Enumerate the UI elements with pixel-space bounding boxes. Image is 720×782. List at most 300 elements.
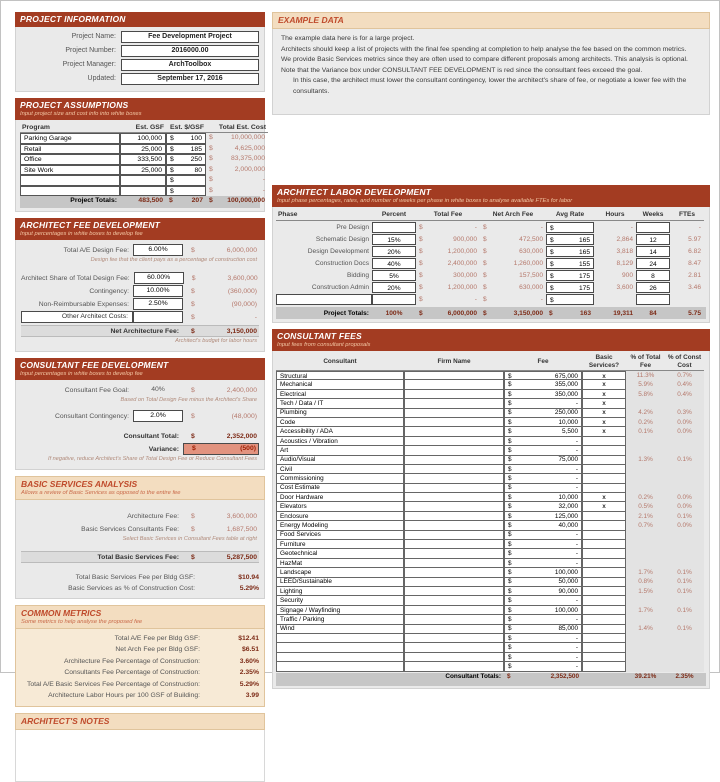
amount-value: 6,000,000 (226, 246, 257, 254)
currency-symbol: $ (419, 284, 423, 291)
program-input[interactable]: Site Work (20, 165, 120, 176)
fee-input[interactable] (504, 418, 582, 427)
fee-input[interactable] (504, 578, 582, 587)
consultant-name-input[interactable]: Mechanical (276, 380, 404, 389)
fee-input[interactable] (504, 549, 582, 558)
col-header-weeks: Weeks (636, 210, 670, 221)
consultant-name-input[interactable]: Elevators (276, 502, 404, 511)
col-header-net-arch-fee: Net Arch Fee (480, 210, 546, 221)
field-label: Basic Services Consultants Fee: (81, 525, 179, 533)
value: 163 (579, 309, 591, 317)
total-basic-services-row (21, 551, 259, 563)
basic-services-checkbox[interactable] (582, 437, 626, 446)
percent-input[interactable] (372, 294, 416, 305)
consultant-fee-row (276, 568, 706, 577)
metric-value: $6.51 (241, 646, 259, 654)
percent-input[interactable]: 2.50% (133, 298, 183, 310)
consultant-name-input[interactable]: Code (276, 418, 404, 427)
consultant-name-input[interactable] (276, 662, 404, 671)
weeks-input[interactable] (636, 294, 670, 305)
consultant-name-input[interactable] (276, 643, 404, 652)
pct-of-total-fee-cell: 0.8% (626, 578, 665, 587)
pct-of-const-cost-cell: 0.1% (665, 512, 704, 521)
variance-value: (500) (240, 445, 256, 452)
pct-of-const-cost-cell: 0.3% (665, 409, 704, 418)
basic-services-checkbox[interactable] (582, 465, 626, 474)
program-input[interactable]: Office (20, 154, 120, 165)
weeks-input[interactable] (636, 222, 670, 233)
basic-services-checkbox[interactable] (582, 625, 626, 634)
firm-name-input[interactable] (404, 643, 504, 652)
consultant-name-input[interactable]: Art (276, 446, 404, 455)
currency-symbol: $ (191, 300, 195, 308)
consultant-name-input[interactable] (276, 634, 404, 643)
amount-cell (183, 288, 259, 295)
consultant-fee-row (276, 380, 706, 389)
basic-services-row (21, 510, 259, 522)
pct-of-const-cost-cell (665, 437, 704, 446)
project-info-value-input[interactable]: 2016000.00 (121, 45, 259, 57)
consultant-name-input[interactable]: Structural (276, 371, 404, 380)
basic-services-checkbox[interactable]: x (582, 427, 626, 436)
fee-input[interactable] (504, 427, 582, 436)
metric-label: Consultants Fee Percentage of Construction: (64, 669, 200, 677)
rate-input[interactable] (166, 175, 206, 186)
hours-cell: 3,600 (616, 284, 633, 291)
total-fee-value: 1,200,000 (447, 284, 477, 291)
percent-input[interactable]: 40% (372, 258, 416, 269)
amount-value: 2,352,000 (226, 432, 257, 440)
fee-input[interactable] (504, 512, 582, 521)
firm-name-input[interactable] (404, 634, 504, 643)
phase-label: Design Development (307, 248, 369, 255)
weeks-input[interactable]: 12 (636, 234, 670, 245)
currency-symbol: $ (550, 297, 554, 304)
firm-name-input[interactable] (404, 540, 504, 549)
rate-value: 175 (578, 285, 590, 292)
basic-services-checkbox[interactable]: x (582, 493, 626, 502)
fee-input[interactable] (504, 521, 582, 530)
consultant-name-input[interactable]: Tech / Data / IT (276, 399, 404, 408)
pct-of-const-cost-cell: 0.1% (665, 456, 704, 465)
fee-input[interactable] (504, 653, 582, 662)
basic-services-checkbox[interactable] (582, 662, 626, 671)
consultant-name-input[interactable]: Food Services (276, 531, 404, 540)
percent-input[interactable]: 60.00% (134, 272, 184, 284)
consultant-totals-fee (504, 673, 582, 682)
gsf-input[interactable] (120, 175, 166, 186)
section-architect-labor-development (272, 185, 710, 323)
fee-input[interactable] (504, 625, 582, 634)
total-ae-fee-pct-input[interactable]: 6.00% (133, 244, 183, 256)
consultant-name-input[interactable]: Civil (276, 465, 404, 474)
fee-input[interactable] (504, 568, 582, 577)
labor-row (276, 246, 706, 257)
section-consultant-fees (272, 329, 710, 689)
basic-services-checkbox[interactable] (582, 446, 626, 455)
firm-name-input[interactable] (404, 662, 504, 671)
fee-input[interactable] (504, 502, 582, 511)
consultant-name-input[interactable]: Accessibility / ADA (276, 427, 404, 436)
field-label: Consultant Contingency: (54, 412, 129, 420)
hours-cell: 900 (621, 272, 633, 279)
basic-services-checkbox[interactable] (582, 484, 626, 493)
firm-name-input[interactable] (404, 606, 504, 615)
currency-symbol: $ (419, 236, 423, 243)
currency-symbol: $ (191, 313, 195, 321)
firm-name-input[interactable] (404, 371, 504, 380)
example-data-line: Architects should keep a list of projects with the final fee spending at completion to help analyse the fee based on the common metrics. (281, 45, 687, 53)
left-column (15, 12, 266, 726)
basic-services-checkbox[interactable] (582, 653, 626, 662)
rate-input[interactable] (166, 154, 206, 165)
section-title: ARCHITECT'S NOTES (21, 716, 110, 726)
avg-rate-input[interactable] (546, 258, 594, 269)
consultant-name-input[interactable]: Traffic / Parking (276, 615, 404, 624)
firm-name-input[interactable] (404, 493, 504, 502)
fee-input[interactable] (504, 380, 582, 389)
ftes-cell: 8.47 (688, 260, 701, 267)
weeks-input[interactable]: 24 (636, 258, 670, 269)
basic-services-checkbox[interactable]: x (582, 371, 626, 380)
pct-of-total-fee-cell: 0.1% (626, 427, 665, 436)
basic-services-checkbox[interactable]: x (582, 399, 626, 408)
cost-value: - (262, 176, 265, 183)
pct-of-total-fee-cell: 2.1% (626, 512, 665, 521)
firm-name-input[interactable] (404, 409, 504, 418)
currency-symbol: $ (483, 236, 487, 243)
project-info-value-input[interactable]: September 17, 2016 (121, 73, 259, 85)
firm-name-input[interactable] (404, 549, 504, 558)
program-input[interactable]: Parking Garage (20, 133, 120, 144)
weeks-input[interactable]: 26 (636, 282, 670, 293)
currency-symbol: $ (483, 248, 487, 255)
avg-rate-input[interactable] (546, 282, 594, 293)
ftes-cell: 5.97 (688, 236, 701, 243)
consultant-totals-pct-fee: 39.21% (634, 673, 657, 681)
currency-symbol: $ (508, 540, 512, 548)
ftes-cell: - (698, 224, 701, 231)
program-input[interactable]: Retail (20, 144, 120, 155)
rate-input[interactable] (166, 144, 206, 155)
rate-value: 165 (578, 249, 590, 256)
consultant-name-input[interactable]: Geotechnical (276, 549, 404, 558)
rate-input[interactable] (166, 165, 206, 176)
consultant-contingency-row (21, 410, 259, 422)
firm-name-input[interactable] (404, 390, 504, 399)
consultant-name-input[interactable]: Enclosure (276, 512, 404, 521)
currency-symbol: $ (170, 135, 174, 142)
fee-input[interactable] (504, 540, 582, 549)
rate-input[interactable] (166, 186, 206, 197)
fee-input[interactable] (504, 456, 582, 465)
avg-rate-input[interactable] (546, 246, 594, 257)
basic-services-metrics (21, 572, 259, 593)
field-label: Architecture Fee: (127, 512, 179, 520)
pct-of-const-cost-cell (665, 465, 704, 474)
fee-input[interactable] (504, 390, 582, 399)
fee-input[interactable] (504, 606, 582, 615)
currency-symbol: $ (550, 237, 554, 244)
firm-name-input[interactable] (404, 399, 504, 408)
percent-input[interactable]: 20% (372, 246, 416, 257)
net-arch-fee-cell (480, 282, 546, 293)
gsf-input[interactable] (120, 186, 166, 197)
currency-symbol: $ (170, 156, 174, 163)
firm-name-input[interactable] (404, 465, 504, 474)
percent-input[interactable] (133, 311, 183, 323)
fee-input[interactable] (504, 474, 582, 483)
percent-input[interactable]: 20% (372, 282, 416, 293)
metric-value: 5.29% (239, 680, 259, 688)
gsf-input[interactable]: 25,000 (120, 144, 166, 155)
currency-symbol: $ (191, 553, 195, 561)
basic-services-checkbox[interactable]: x (582, 418, 626, 427)
pct-of-total-fee-cell: 1.4% (626, 625, 665, 634)
basic-services-checkbox[interactable] (582, 587, 626, 596)
metric-row (21, 645, 259, 656)
basic-services-checkbox[interactable]: x (582, 409, 626, 418)
fee-input[interactable] (504, 484, 582, 493)
section-subtitle: Input percentages in white boxes to develop fee (20, 371, 143, 377)
firm-name-input[interactable] (404, 587, 504, 596)
fee-input[interactable] (504, 615, 582, 624)
consultant-name-input[interactable]: HazMat (276, 559, 404, 568)
firm-name-input[interactable] (404, 625, 504, 634)
consultant-name-input[interactable]: Audio/Visual (276, 456, 404, 465)
consultant-name-input[interactable]: Commissioning (276, 474, 404, 483)
field-label: Non-Reimbursable Expenses: (38, 300, 129, 308)
total-ae-fee-row (21, 244, 259, 256)
gsf-input[interactable]: 25,000 (120, 165, 166, 176)
basic-services-checkbox[interactable] (582, 474, 626, 483)
cost-value: 10,000,000 (230, 134, 265, 141)
fee-input[interactable] (504, 634, 582, 643)
fee-value: - (575, 634, 578, 642)
consultant-name-input[interactable]: Plumbing (276, 409, 404, 418)
total-fee-value: 300,000 (453, 272, 477, 279)
consultant-name-input[interactable]: Energy Modeling (276, 521, 404, 530)
firm-name-input[interactable] (404, 446, 504, 455)
hours-cell (594, 294, 636, 305)
basic-services-checkbox[interactable] (582, 540, 626, 549)
section-common-metrics (15, 605, 265, 707)
assumptions-row (20, 144, 265, 155)
currency-symbol: $ (170, 166, 174, 174)
basic-services-checkbox[interactable]: x (582, 390, 626, 399)
labor-header-row (276, 210, 706, 221)
fee-input[interactable] (504, 662, 582, 671)
fee-value: - (575, 644, 578, 652)
fee-input[interactable] (504, 643, 582, 652)
consultant-name-input[interactable]: Security (276, 596, 404, 605)
consultant-name-input[interactable]: LEED/Sustainable (276, 578, 404, 587)
fee-input[interactable] (504, 493, 582, 502)
fee-input[interactable] (504, 559, 582, 568)
basic-services-checkbox[interactable] (582, 512, 626, 521)
percent-input[interactable] (372, 222, 416, 233)
consultant-fee-row (276, 456, 706, 465)
consultant-fee-row (276, 549, 706, 558)
fee-input[interactable] (504, 371, 582, 380)
percent-input[interactable]: 5% (372, 270, 416, 281)
gsf-input[interactable]: 333,500 (120, 154, 166, 165)
firm-name-input[interactable] (404, 380, 504, 389)
consultant-fee-row (276, 540, 706, 549)
ftes-cell (670, 294, 704, 305)
rate-value: 100 (190, 135, 202, 142)
currency-symbol: $ (508, 634, 512, 642)
pct-of-total-fee-cell (626, 474, 665, 483)
currency-symbol: $ (508, 372, 512, 380)
rate-value: 165 (578, 237, 590, 244)
firm-name-input[interactable] (404, 502, 504, 511)
fee-input[interactable] (504, 596, 582, 605)
total-fee-value: 1,200,000 (447, 248, 477, 255)
project-info-value-input[interactable]: Fee Development Project (121, 31, 259, 43)
firm-name-input[interactable] (404, 521, 504, 530)
currency-symbol: $ (508, 522, 512, 530)
project-info-value-input[interactable]: ArchToolbox (121, 59, 259, 71)
pct-of-const-cost-cell (665, 653, 704, 662)
firm-name-input[interactable] (404, 456, 504, 465)
metric-label: Net Arch Fee per Bldg GSF: (115, 646, 200, 654)
architects-notes-input-area[interactable] (15, 730, 265, 782)
fee-value: - (575, 597, 578, 605)
fee-input[interactable] (504, 465, 582, 474)
pct-of-const-cost-cell (665, 615, 704, 624)
net-arch-fee-cell (480, 246, 546, 257)
weeks-input[interactable]: 8 (636, 270, 670, 281)
avg-rate-input[interactable] (546, 234, 594, 245)
contingency-input[interactable]: 2.0% (133, 410, 183, 422)
firm-name-input[interactable] (404, 427, 504, 436)
basic-services-body (15, 500, 265, 599)
firm-name-input[interactable] (404, 578, 504, 587)
col-header-gsf: Est. GSF (120, 123, 166, 133)
basic-services-checkbox[interactable] (582, 549, 626, 558)
firm-name-input[interactable] (404, 568, 504, 577)
basic-services-checkbox[interactable] (582, 559, 626, 568)
basic-services-checkbox[interactable] (582, 634, 626, 643)
labor-development-header (272, 185, 710, 207)
firm-name-input[interactable] (404, 484, 504, 493)
basic-services-checkbox[interactable] (582, 615, 626, 624)
consultant-name-input[interactable]: Furniture (276, 540, 404, 549)
basic-services-checkbox[interactable] (582, 531, 626, 540)
consultant-name-input[interactable]: Electrical (276, 390, 404, 399)
basic-services-checkbox[interactable] (582, 456, 626, 465)
section-title: ARCHITECT FEE DEVELOPMENT (20, 220, 161, 230)
basic-services-checkbox[interactable] (582, 578, 626, 587)
ftes-cell: 6.82 (688, 248, 701, 255)
weeks-input[interactable]: 14 (636, 246, 670, 257)
avg-rate-input[interactable] (546, 294, 594, 305)
section-title: ARCHITECT LABOR DEVELOPMENT (277, 187, 432, 197)
totals-net-fee (480, 308, 546, 319)
fee-input[interactable] (504, 409, 582, 418)
project-info-row (21, 59, 259, 71)
consultant-fee-row (276, 634, 706, 643)
basic-services-checkbox[interactable] (582, 521, 626, 530)
firm-name-input[interactable] (404, 615, 504, 624)
basic-services-checkbox[interactable] (582, 606, 626, 615)
rate-value: 175 (578, 273, 590, 280)
metric-value: 2.35% (239, 669, 259, 677)
consultant-name-input[interactable]: Signage / Wayfinding (276, 606, 404, 615)
fee-input[interactable] (504, 587, 582, 596)
consultant-name-input[interactable]: Wind (276, 625, 404, 634)
firm-name-input[interactable] (404, 559, 504, 568)
firm-name-input[interactable] (404, 512, 504, 521)
section-subtitle: Some metrics to help analyse the proposed fee (21, 619, 143, 625)
currency-symbol: $ (191, 432, 195, 440)
firm-name-input[interactable] (404, 531, 504, 540)
labor-row (276, 282, 706, 293)
basic-services-checkbox[interactable]: x (582, 380, 626, 389)
program-input[interactable] (20, 186, 120, 197)
currency-symbol: $ (191, 386, 195, 394)
basic-services-checkbox[interactable] (582, 643, 626, 652)
consultant-name-input[interactable]: Door Hardware (276, 493, 404, 502)
firm-name-input[interactable] (404, 437, 504, 446)
metric-row (21, 583, 259, 593)
consultant-name-input[interactable]: Lighting (276, 587, 404, 596)
fee-input[interactable] (504, 531, 582, 540)
avg-rate-input[interactable] (546, 270, 594, 281)
rate-input[interactable] (166, 133, 206, 144)
phase-label: Bidding (347, 272, 369, 279)
firm-name-input[interactable] (404, 653, 504, 662)
col-header-cost: Total Est. Cost (206, 123, 268, 133)
basic-services-checkbox[interactable] (582, 568, 626, 577)
amount-cell (183, 513, 259, 520)
basic-services-checkbox[interactable]: x (582, 502, 626, 511)
firm-name-input[interactable] (404, 596, 504, 605)
fee-input[interactable] (504, 446, 582, 455)
consultant-name-input[interactable] (276, 653, 404, 662)
consultant-fee-row (276, 662, 706, 671)
project-info-label: Project Manager: (62, 61, 116, 68)
consultant-total-amount (183, 433, 259, 440)
labor-development-body (272, 207, 710, 323)
currency-symbol: $ (508, 503, 512, 511)
basic-services-checkbox[interactable] (582, 596, 626, 605)
consultant-name-input[interactable]: Acoustics / Vibration (276, 437, 404, 446)
cost-value: 2,000,000 (234, 165, 265, 173)
consultant-name-input[interactable]: Cost Estimate (276, 484, 404, 493)
program-input[interactable] (20, 175, 120, 186)
architect-fee-header (15, 218, 265, 240)
gsf-input[interactable]: 100,000 (120, 133, 166, 144)
col-header-percent: Percent (372, 210, 416, 221)
percent-input[interactable]: 15% (372, 234, 416, 245)
consultant-totals-row (276, 673, 706, 686)
cost-value: - (262, 186, 265, 194)
firm-name-input[interactable] (404, 418, 504, 427)
fee-input[interactable] (504, 437, 582, 446)
avg-rate-input[interactable] (546, 222, 594, 233)
currency-symbol: $ (170, 177, 174, 184)
currency-symbol: $ (419, 248, 423, 255)
pct-of-const-cost-cell: 0.1% (665, 587, 704, 596)
currency-symbol: $ (508, 409, 512, 417)
percent-input[interactable]: 10.00% (133, 285, 183, 297)
fee-input[interactable] (504, 399, 582, 408)
currency-symbol: $ (508, 493, 512, 501)
consultant-name-input[interactable]: Landscape (276, 568, 404, 577)
firm-name-input[interactable] (404, 474, 504, 483)
